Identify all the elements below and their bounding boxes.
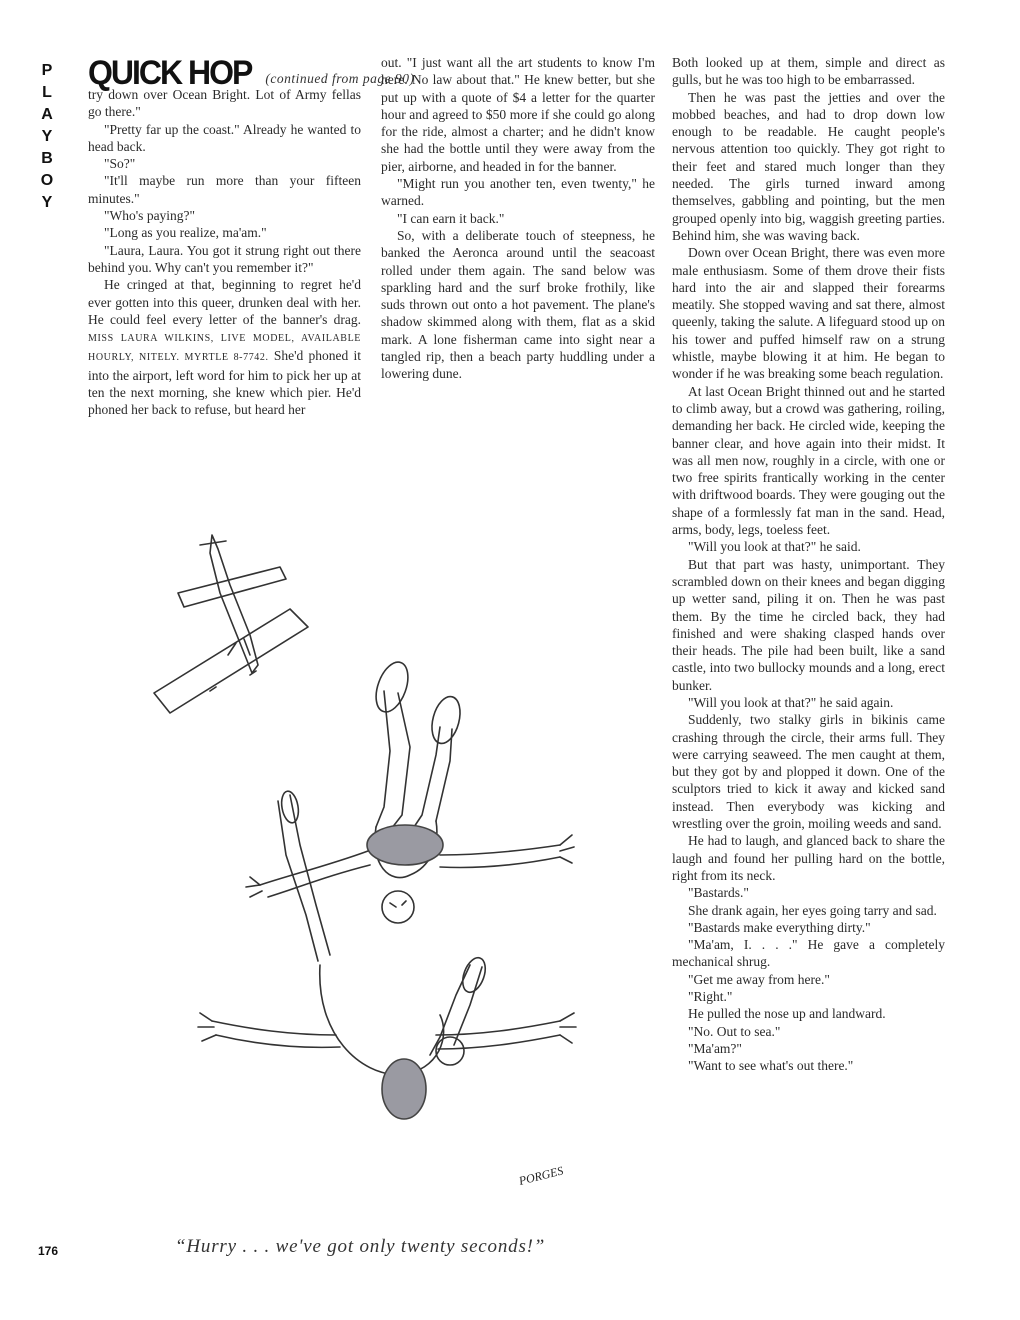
continued-note: (continued from page 90)	[265, 71, 415, 86]
cartoon-caption: “Hurry . . . we've got only twenty seconds!”	[175, 1236, 546, 1257]
side-label-letter: P	[41, 62, 53, 79]
article-title: QUICK HOP	[88, 52, 252, 92]
paragraph: "Bastards."	[688, 885, 749, 901]
text-column-3	[672, 54, 945, 1075]
paragraph: "Ma'am, I. . . ." He gave a completely mechanical shrug.	[672, 937, 945, 970]
banner-text: MISS LAURA WILKINS, LIVE MODEL, AVAILABLE HOURLY, NITELY. MYRTLE 8-7742.	[88, 333, 361, 364]
paragraph: He cringed at that, beginning to regret he'd ever gotten into this queer, drunken deal with her. He could feel every letter of the banner's drag. MISS LAURA WILKINS, LIVE MODEL, AVAILABLE HOURLY, NITELY. MYRTLE 8-7742. She'd phoned it into the airport, left word for him to pick her up at ten the next morning, she knew which pier. He'd phoned her back to refuse, but heard her	[88, 277, 361, 418]
side-label-letter: O	[40, 172, 54, 189]
paragraph: Both looked up at them, simple and direct as gulls, but he was too high to be embarrassed.	[672, 55, 945, 88]
paragraph: "Ma'am?"	[688, 1040, 742, 1056]
paragraph: She drank again, her eyes going tarry and sad.	[688, 902, 937, 918]
paragraph: "Pretty far up the coast." Already he wanted to head back.	[88, 121, 361, 154]
paragraph: "Will you look at that?" he said.	[688, 539, 861, 555]
side-label-letter: A	[41, 106, 53, 123]
paragraph: "Bastards make everything dirty."	[688, 919, 871, 935]
page-number: 176	[38, 1244, 59, 1258]
paragraph: "Will you look at that?" he said again.	[688, 694, 894, 710]
paragraph: "Long as you realize, ma'am."	[104, 225, 267, 241]
paragraph: He pulled the nose up and landward.	[688, 1006, 886, 1022]
airplane-drawing	[154, 535, 308, 713]
paragraph: "Get me away from here."	[688, 971, 830, 987]
paragraph: "Laura, Laura. You got it strung right out there behind you. Why can't you remember it?"	[88, 242, 361, 275]
paragraph: out. "I just want all the art students to know I'm here. No law about that." He knew better, but she put up with a quote of $4 a letter for the quarter hour and agreed to $50 more if she could go along for the ride, almost a charter; and he didn't know she had the bottle until they were away from the pier, airborne, and headed in for the banner.	[381, 55, 655, 174]
paragraph: "Want to see what's out there."	[688, 1058, 854, 1074]
paragraph: "I can earn it back."	[397, 210, 505, 226]
paragraph: So, with a deliberate touch of steepness, he banked the Aeronca around until the seacoast rolled under them again. The sand below was sparkling hard and the surf broke frothily, like suds thrown out onto a hot pavement. The plane's shadow skimmed along with them, flat as a skid mark. A lone fisherman came into sight near a tangled rip, then a beach party huddling under a lowering dune.	[381, 227, 655, 382]
paragraph: At last Ocean Bright thinned out and he started to climb away, but a crowd was gathering, roiling, demanding her back. He circled wide, keeping the banner clear, and hove again into their midst. It was all men now, roughly in a circle, with one or two free spirits frantically working in the center with driftwood boards. They were gouging out the shape of a formlessly fat man in the sand. Head, arms, body, legs, toeless feet.	[672, 383, 945, 538]
cartoon-illustration	[140, 515, 640, 1215]
side-label-letter: L	[42, 84, 52, 101]
paragraph: Then he was past the jetties and over the mobbed beaches, and had to drop down low enough to be readable. He caught people's nervous attention too quickly. They got right to their feet and stared much longer than they needed. The girls turned inward among themselves, gabbling and pointing, but the men grouped openly into big, waggish greeting parties. Behind him, she was waving back.	[672, 89, 945, 243]
text-column-2	[381, 54, 655, 383]
paragraph: "It'll maybe run more than your fifteen minutes."	[88, 173, 361, 206]
paragraph: "Who's paying?"	[104, 208, 196, 224]
paragraph: "Right."	[688, 989, 733, 1005]
paragraph: "Might run you another ten, even twenty," he warned.	[381, 176, 655, 209]
text-column-1	[88, 86, 361, 419]
paragraph: Down over Ocean Bright, there was even more male enthusiasm. Some of them drove their fists hard into the air and slapped their forearms meatily. She stopped waving and sat there, almost queenly, taking the salute. A lifeguard stood up on his tower and puffed himself raw on a strung whistle, maybe blowing it at him. He began to wonder if he was breaking some beach regulation.	[672, 245, 945, 382]
artist-signature: PORGES	[517, 1163, 565, 1188]
paragraph: "No. Out to sea."	[688, 1023, 781, 1039]
magazine-side-label	[38, 60, 56, 214]
side-label-letter: B	[41, 150, 53, 167]
paragraph: try down over Ocean Bright. Lot of Army fellas go there."	[88, 87, 361, 120]
paragraph: "So?"	[104, 156, 136, 172]
paragraph: He had to laugh, and glanced back to share the laugh and found her pulling hard on the bottle, right from its neck.	[672, 833, 945, 883]
side-label-letter: Y	[41, 128, 53, 145]
paragraph: But that part was hasty, unimportant. They scrambled down on their knees and began digging up wetter sand, piling it on. Then he was past them. By the time he circled back, they had finished and were shaking clasped hands over their heads. The pile had been built, like a sand castle, into two bullocky mounds and a long, erect bunker.	[672, 556, 945, 693]
side-label-letter: Y	[41, 194, 53, 211]
paragraph: Suddenly, two stalky girls in bikinis came crashing through the circle, their arms full. They were carrying seaweed. The men caught at them, but they got by and plopped it down. One of the sculptors tried to kick it away and kicked sand instead. Then everybody was kicking and wrestling over the groin, moiling weeds and sand.	[672, 712, 945, 832]
